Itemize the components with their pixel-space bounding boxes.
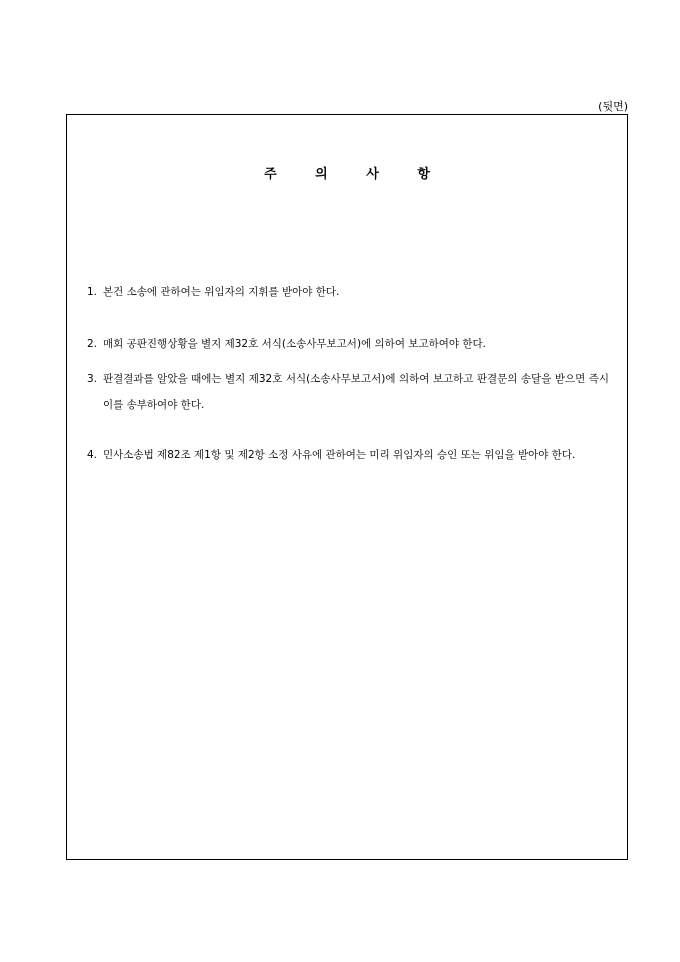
notice-number: 2. — [87, 338, 98, 350]
notice-list — [87, 279, 609, 468]
notice-item-2 — [87, 331, 609, 357]
form-title: 주 의 사 항 — [264, 167, 430, 182]
notice-item-4 — [87, 442, 609, 468]
notice-number: 1. — [87, 286, 98, 298]
notice-text: 본건 소송에 관하여는 위임자의 지휘를 받아야 한다. — [103, 286, 340, 298]
notice-item-1 — [87, 279, 609, 305]
notice-text: 판결결과를 알았을 때에는 별지 제32호 서식(소송사무보고서)에 의하여 보고하고 판결문의 송달을 받으면 즉시 이를 송부하여야 한다. — [103, 373, 609, 411]
notice-text: 민사소송법 제82조 제1항 및 제2항 소정 사유에 관하여는 미리 위임자의 승인 또는 위임을 받아야 한다. — [103, 449, 576, 461]
notice-form-box — [66, 114, 628, 860]
notice-text: 매회 공판진행상황을 별지 제32호 서식(소송사무보고서)에 의하여 보고하여야 한다. — [103, 338, 486, 350]
notice-number: 4. — [87, 449, 98, 461]
page-side-label: (뒷면) — [598, 100, 628, 113]
notice-item-3 — [87, 366, 609, 418]
notice-number: 3. — [87, 373, 98, 385]
